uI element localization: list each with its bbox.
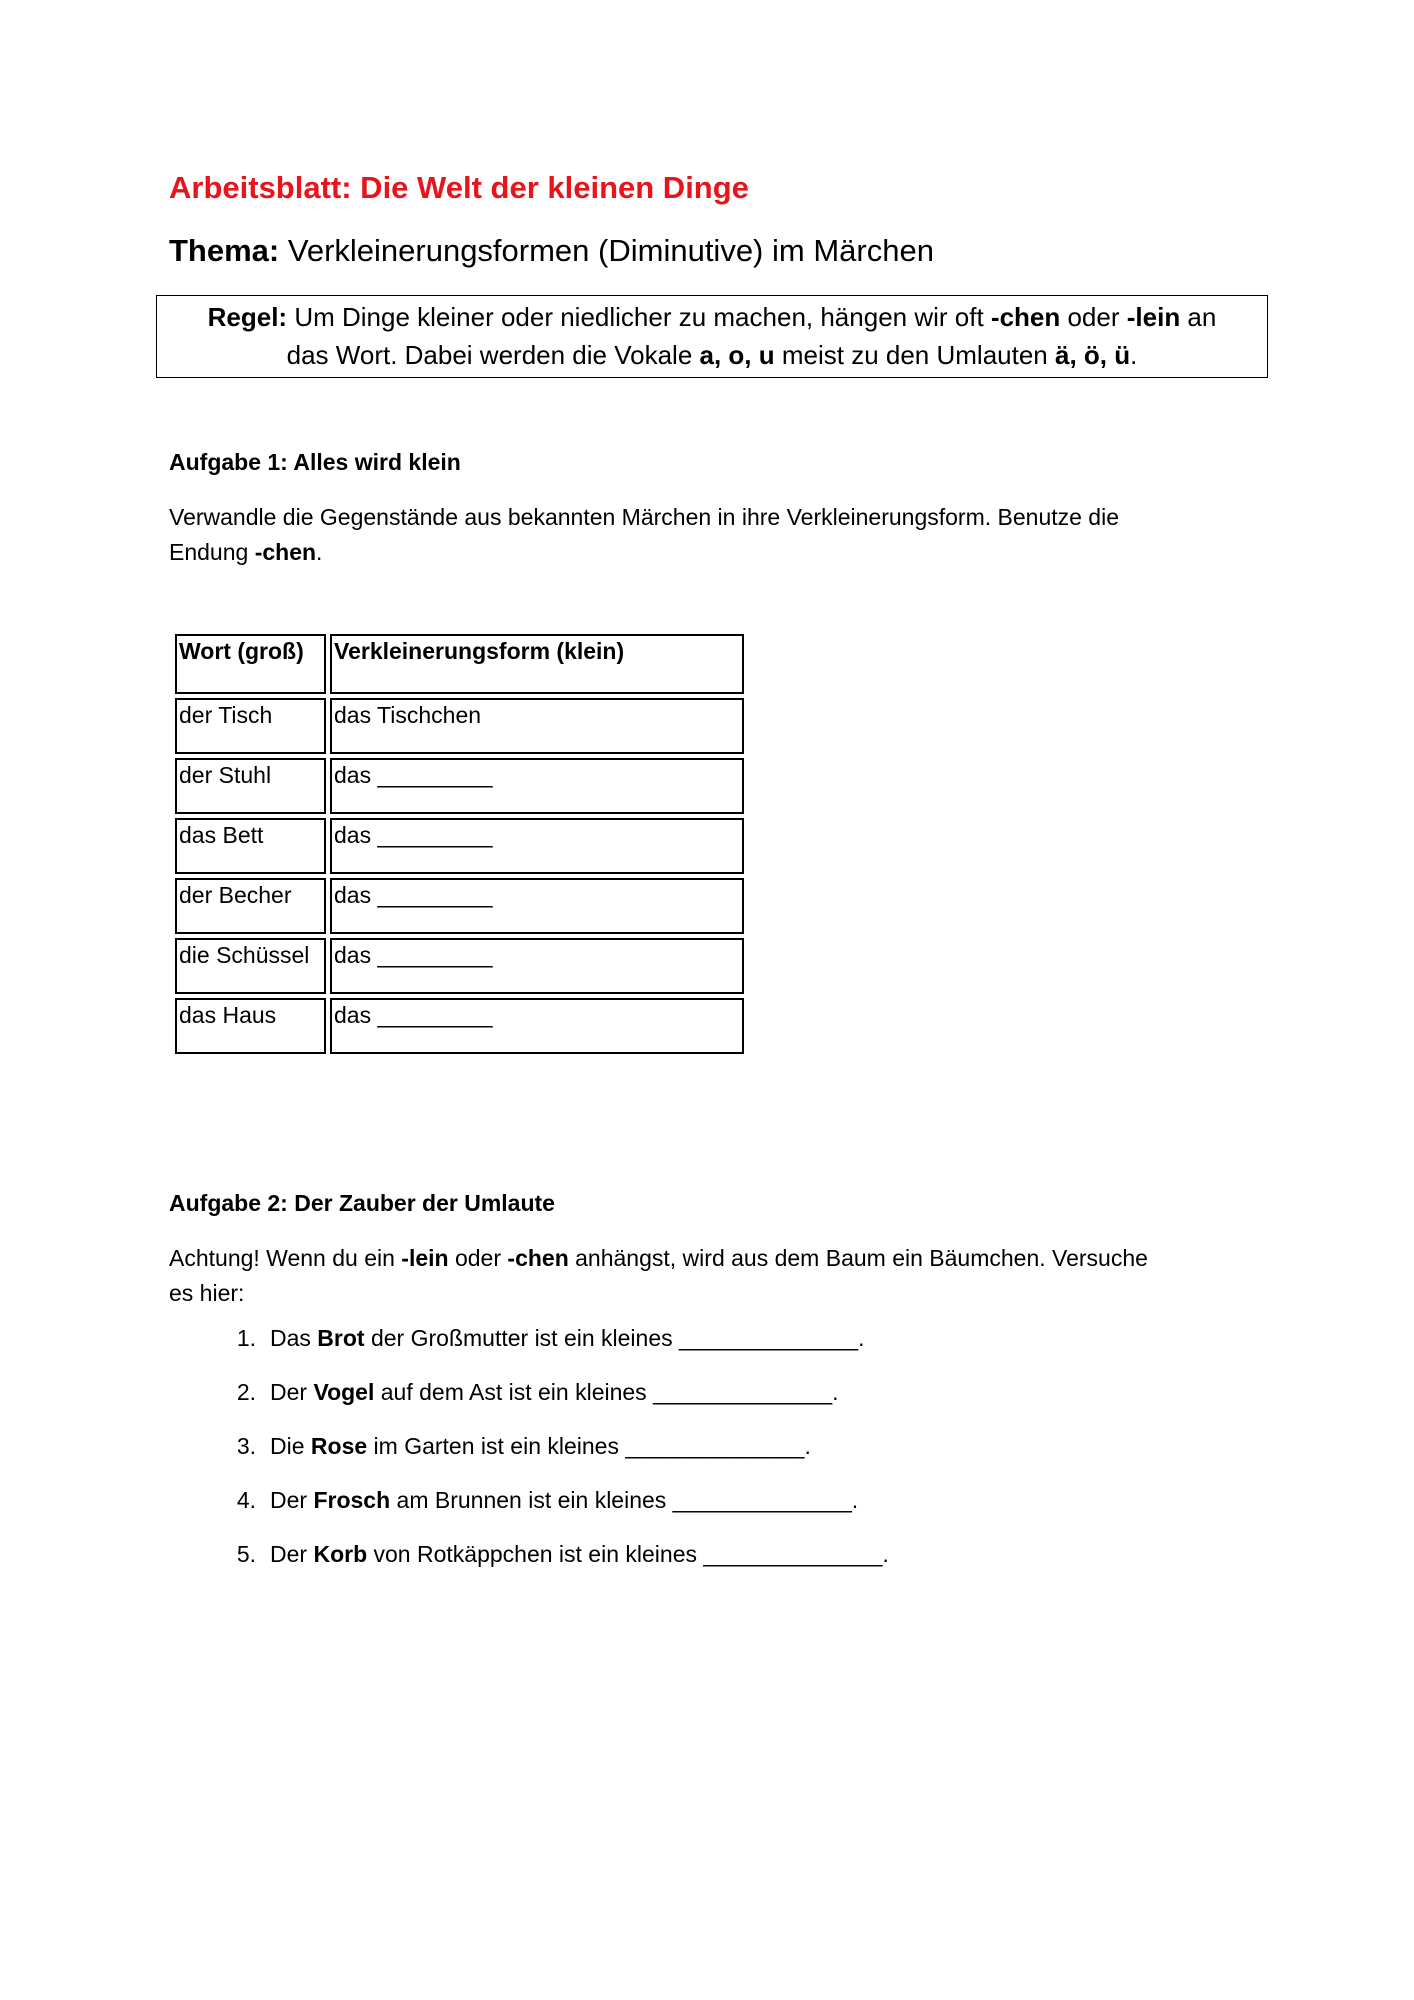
rule-umlauts: ä, ö, ü xyxy=(1055,340,1131,370)
table-cell-answer[interactable]: das _________ xyxy=(330,818,744,874)
task2-text: anhängst, wird aus dem Baum ein Bäumchen. Versuche xyxy=(568,1245,1148,1271)
table-row xyxy=(175,878,744,934)
sentence-text: Der xyxy=(270,1379,314,1405)
list-number: 2. xyxy=(236,1379,256,1405)
rule-text: . xyxy=(1130,340,1138,370)
sentence-keyword: Vogel xyxy=(313,1379,375,1405)
task1-line: Verwandle die Gegenstände aus bekannten Märchen in ihre Verkleinerungsform. Benutze die xyxy=(169,504,1119,530)
sentence[interactable] xyxy=(270,1541,889,1568)
table-cell-answer[interactable]: das _________ xyxy=(330,878,744,934)
table-cell-word: der Tisch xyxy=(175,698,326,754)
list-number: 5. xyxy=(236,1541,256,1567)
sentence-text: Das xyxy=(270,1325,318,1351)
task2-text: oder xyxy=(448,1245,508,1271)
topic-line xyxy=(169,233,934,269)
sentence-text: am Brunnen ist ein kleines ______________. xyxy=(390,1487,859,1513)
rule-vowels: a, o, u xyxy=(699,340,775,370)
task1-line xyxy=(169,535,1249,570)
topic-text: Verkleinerungsformen (Diminutive) im Märchen xyxy=(279,233,934,268)
diminutive-table xyxy=(171,630,748,1058)
sentence-keyword: Korb xyxy=(313,1541,368,1567)
sentence-list xyxy=(169,1325,889,1595)
table-row xyxy=(175,698,744,754)
table-row xyxy=(175,758,744,814)
table-row xyxy=(175,818,744,874)
sentence-keyword: Rose xyxy=(310,1433,368,1459)
list-item xyxy=(169,1325,889,1379)
sentence-text: Der xyxy=(270,1541,314,1567)
rule-suffix-lein: -lein xyxy=(1126,302,1181,332)
sentence-keyword: Brot xyxy=(317,1325,365,1351)
task1-text: . xyxy=(316,539,323,565)
table-cell-word: das Haus xyxy=(175,998,326,1054)
sentence-text: von Rotkäppchen ist ein kleines ______________. xyxy=(367,1541,889,1567)
task2-suffix-lein: -lein xyxy=(401,1245,449,1271)
sentence-text: der Großmutter ist ein kleines ______________. xyxy=(364,1325,865,1351)
table-cell-answer[interactable]: das _________ xyxy=(330,998,744,1054)
rule-line-2 xyxy=(157,336,1267,374)
table-header-row xyxy=(175,634,744,694)
sentence[interactable] xyxy=(270,1325,865,1352)
sentence-text: Die xyxy=(270,1433,311,1459)
task1-heading: Aufgabe 1: Alles wird klein xyxy=(169,449,461,475)
table-cell-word: der Stuhl xyxy=(175,758,326,814)
list-number: 1. xyxy=(236,1325,256,1351)
rule-box xyxy=(156,295,1268,378)
column-header-diminutive: Verkleinerungsform (klein) xyxy=(330,634,744,694)
sentence[interactable] xyxy=(270,1433,811,1460)
sentence-text: im Garten ist ein kleines ______________. xyxy=(367,1433,811,1459)
rule-text: das Wort. Dabei werden die Vokale xyxy=(286,340,700,370)
rule-line-1 xyxy=(157,298,1267,336)
sentence[interactable] xyxy=(270,1487,858,1514)
list-item xyxy=(169,1541,889,1595)
sentence-text: auf dem Ast ist ein kleines ______________. xyxy=(374,1379,839,1405)
task1-suffix: -chen xyxy=(254,539,317,565)
topic-label: Thema: xyxy=(169,233,280,268)
rule-label: Regel: xyxy=(207,302,288,332)
rule-suffix-chen: -chen xyxy=(990,302,1061,332)
rule-text: oder xyxy=(1060,302,1127,332)
worksheet-title: Arbeitsblatt: Die Welt der kleinen Dinge xyxy=(169,170,749,205)
task2-text: Achtung! Wenn du ein xyxy=(169,1245,402,1271)
task1-instructions xyxy=(169,500,1249,570)
table-cell-answer[interactable]: das _________ xyxy=(330,938,744,994)
list-number: 4. xyxy=(236,1487,256,1513)
sentence-keyword: Frosch xyxy=(313,1487,391,1513)
task2-suffix-chen: -chen xyxy=(507,1245,569,1271)
rule-text: meist zu den Umlauten xyxy=(774,340,1055,370)
task2-line xyxy=(169,1241,1249,1276)
list-item xyxy=(169,1379,889,1433)
list-item xyxy=(169,1487,889,1541)
table-cell-answer[interactable]: das Tischchen xyxy=(330,698,744,754)
column-header-word: Wort (groß) xyxy=(175,634,326,694)
table-cell-answer[interactable]: das _________ xyxy=(330,758,744,814)
task2-line: es hier: xyxy=(169,1280,245,1306)
sentence[interactable] xyxy=(270,1379,839,1406)
table-cell-word: die Schüssel xyxy=(175,938,326,994)
list-item xyxy=(169,1433,889,1487)
table-row xyxy=(175,998,744,1054)
table-row xyxy=(175,938,744,994)
rule-text: an xyxy=(1180,302,1217,332)
task1-text: Endung xyxy=(169,539,255,565)
table-cell-word: das Bett xyxy=(175,818,326,874)
list-number: 3. xyxy=(236,1433,256,1459)
table-cell-word: der Becher xyxy=(175,878,326,934)
task2-instructions xyxy=(169,1241,1249,1311)
sentence-text: Der xyxy=(270,1487,314,1513)
rule-text: Um Dinge kleiner oder niedlicher zu machen, hängen wir oft xyxy=(287,302,991,332)
task2-heading: Aufgabe 2: Der Zauber der Umlaute xyxy=(169,1190,555,1216)
